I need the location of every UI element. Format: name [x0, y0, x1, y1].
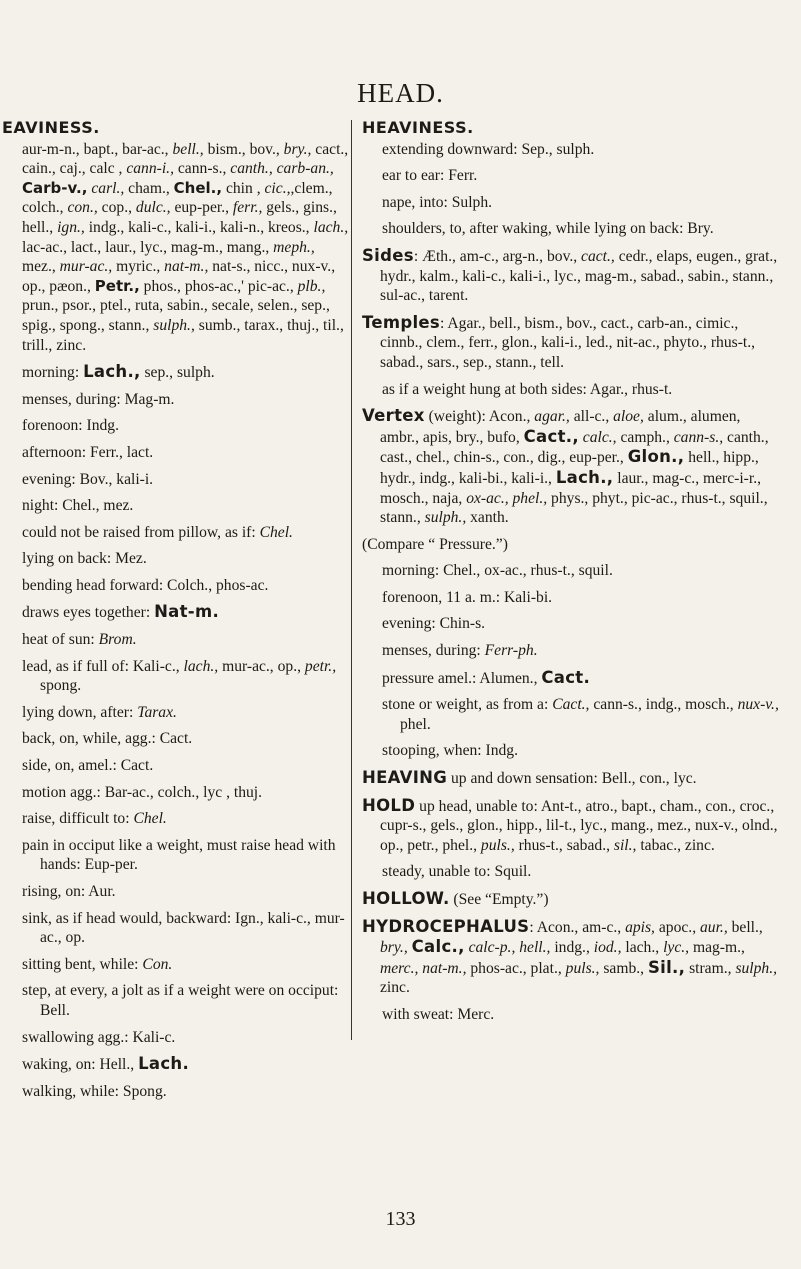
rubric-vertex: Vertex (weight): Acon., agar., all-c., aloe, alum., alumen, ambr., apis, bry., bufo, Cact., calc., camph., cann-s., canth., cast., chel., chin-s., con., dig., eup-per., Glon., hell., hipp., hydr., indg., kali-bi., kali-i., Lach., laur., mag-c., merc-i-r., mosch., naja, ox-ac., phel., phys., phyt., pic-ac., rhus-t., squil., stann., sulph., xanth. — [362, 406, 769, 527]
entry-compare: (Compare “ Pressure.”) — [362, 535, 508, 553]
entry-lead: lead, as if full of: Kali-c., lach., mur-ac., op., petr., spong. — [22, 657, 337, 695]
entry-sitting: sitting bent, while: Con. — [22, 955, 173, 973]
rubric-sides: Sides: Æth., am-c., arg-n., bov., cact., cedr., elaps, eugen., grat., hydr., kalm., kali-c., kali-i., lyc., mag-m., sabad., sabin., stann., sul-ac., tarent. — [362, 245, 778, 305]
entry-night: night: Chel., mez. — [22, 497, 134, 515]
entry-vertex-morning: morning: Chel., ox-ac., rhus-t., squil. — [382, 562, 613, 580]
entry-pillow: could not be raised from pillow, as if: Chel. — [22, 523, 293, 541]
entry-step: step, at every, a jolt as if a weight were on occiput: Bell. — [22, 982, 339, 1019]
left-column — [2, 118, 350, 1108]
entry-raise: raise, difficult to: Chel. — [22, 810, 167, 828]
entry-morning: morning: Lach., sep., sulph. — [22, 362, 215, 382]
right-column — [362, 118, 782, 1032]
running-head: HEAD. — [357, 78, 444, 108]
entry-sink: sink, as if head would, backward: Ign., kali-c., mur-ac., op. — [22, 909, 345, 947]
entry-afternoon: afternoon: Ferr., lact. — [22, 443, 154, 461]
rubric-heaving: HEAVING up and down sensation: Bell., con., lyc. — [362, 768, 697, 788]
rubric-hold: HOLD up head, unable to: Ant-t., atro., bapt., cham., con., croc., cupr-s., gels., glon., hipp., lil-t., lyc., mang., mez., nux-v., olnd., op., petr., phel., puls., rhus-t., sabad., sil., tabac., zinc. — [362, 795, 778, 854]
entry-forenoon: forenoon: Indg. — [22, 417, 120, 435]
entry-with-sweat: with sweat: Merc. — [382, 1005, 495, 1023]
entry-pain: pain in occiput like a weight, must raise head with hands: Eup-per. — [22, 836, 336, 874]
entry-motion: motion agg.: Bar-ac., colch., lyc , thuj. — [22, 783, 263, 801]
page-number: 133 — [385, 1208, 416, 1230]
column-divider — [351, 120, 352, 1040]
entry-weight-both-sides: as if a weight hung at both sides: Agar., rhus-t. — [382, 380, 673, 398]
section-heading-eaviness: EAVINESS. — [2, 118, 100, 137]
rubric-temples: Temples: Agar., bell., bism., bov., cact., carb-an., cimic., cinnb., clem., ferr., glon., kali-i., led., nit-ac., phyto., rhus-t., sabad., sars., sep., stann., tell. — [362, 312, 756, 371]
entry-waking: waking, on: Hell., Lach. — [22, 1054, 190, 1074]
section-heading-heaviness: HEAVINESS. — [362, 118, 474, 137]
entry-menses: menses, during: Mag-m. — [22, 390, 175, 408]
entry-vertex-pressure: pressure amel.: Alumen., Cact. — [382, 667, 591, 687]
entry-evening: evening: Bov., kali-i. — [22, 470, 154, 488]
entry-walking: walking, while: Spong. — [22, 1082, 167, 1100]
rubric-hydrocephalus: HYDROCEPHALUS: Acon., am-c., apis, apoc., aur., bell., bry., Calc., calc-p., hell., indg., iod., lach., lyc., mag-m., merc., nat-m., phos-ac., plat., puls., samb., Sil., stram., sulph., zinc. — [362, 916, 778, 997]
entry-vertex-evening: evening: Chin-s. — [382, 615, 486, 633]
entry-lying-down: lying down, after: Tarax. — [22, 703, 177, 721]
entry-nape: nape, into: Sulph. — [382, 193, 493, 211]
entry-rising: rising, on: Aur. — [22, 883, 116, 900]
entry-swallowing: swallowing agg.: Kali-c. — [22, 1028, 176, 1046]
remedy-list-paragraph: aur-m-n., bapt., bar-ac., bell., bism., bov., bry., cact., cain., caj., calc , cann-i., cann-s., canth., carb-an., Carb-v., carl., cham., Chel., chin , cic.,,clem., colch., con., cop., dulc., eup-per., ferr., gels., gins., hell., ign., indg., kali-c., kali-i., kali-n., kreos., lach., lac-ac., lact., laur., lyc., mag-m., mang., meph., mez., mur-ac., myric., nat-m., nat-s., nicc., nux-v., op., pæon., Petr., phos., phos-ac.,' pic-ac., plb., prun., psor., ptel., ruta, sabin., secale, selen., sep., spig., spong., stann., sulph., sumb., tarax., thuj., til., trill., zinc. — [22, 140, 349, 354]
entry-vertex-menses: menses, during: Ferr-ph. — [382, 642, 538, 660]
rubric-hollow: HOLLOW. (See “Empty.”) — [362, 889, 549, 908]
entry-side: side, on, amel.: Cact. — [22, 757, 154, 775]
entry-bending: bending head forward: Colch., phos-ac. — [22, 576, 269, 594]
entry-extending: extending downward: Sep., sulph. — [382, 140, 595, 158]
entry-heat: heat of sun: Brom. — [22, 631, 137, 649]
entry-back: back, on, while, agg.: Cact. — [22, 730, 193, 748]
entry-vertex-stooping: stooping, when: Indg. — [382, 742, 519, 760]
entry-lying: lying on back: Mez. — [22, 550, 147, 568]
entry-steady: steady, unable to: Squil. — [382, 863, 532, 881]
entry-vertex-stone: stone or weight, as from a: Cact., cann-s., indg., mosch., nux-v., phel. — [382, 696, 779, 733]
entry-vertex-forenoon: forenoon, 11 a. m.: Kali-bi. — [382, 588, 553, 606]
entry-ear: ear to ear: Ferr. — [382, 167, 478, 185]
entry-draws: draws eyes together: Nat-m. — [22, 602, 220, 622]
entry-shoulders: shoulders, to, after waking, while lying on back: Bry. — [382, 220, 714, 238]
